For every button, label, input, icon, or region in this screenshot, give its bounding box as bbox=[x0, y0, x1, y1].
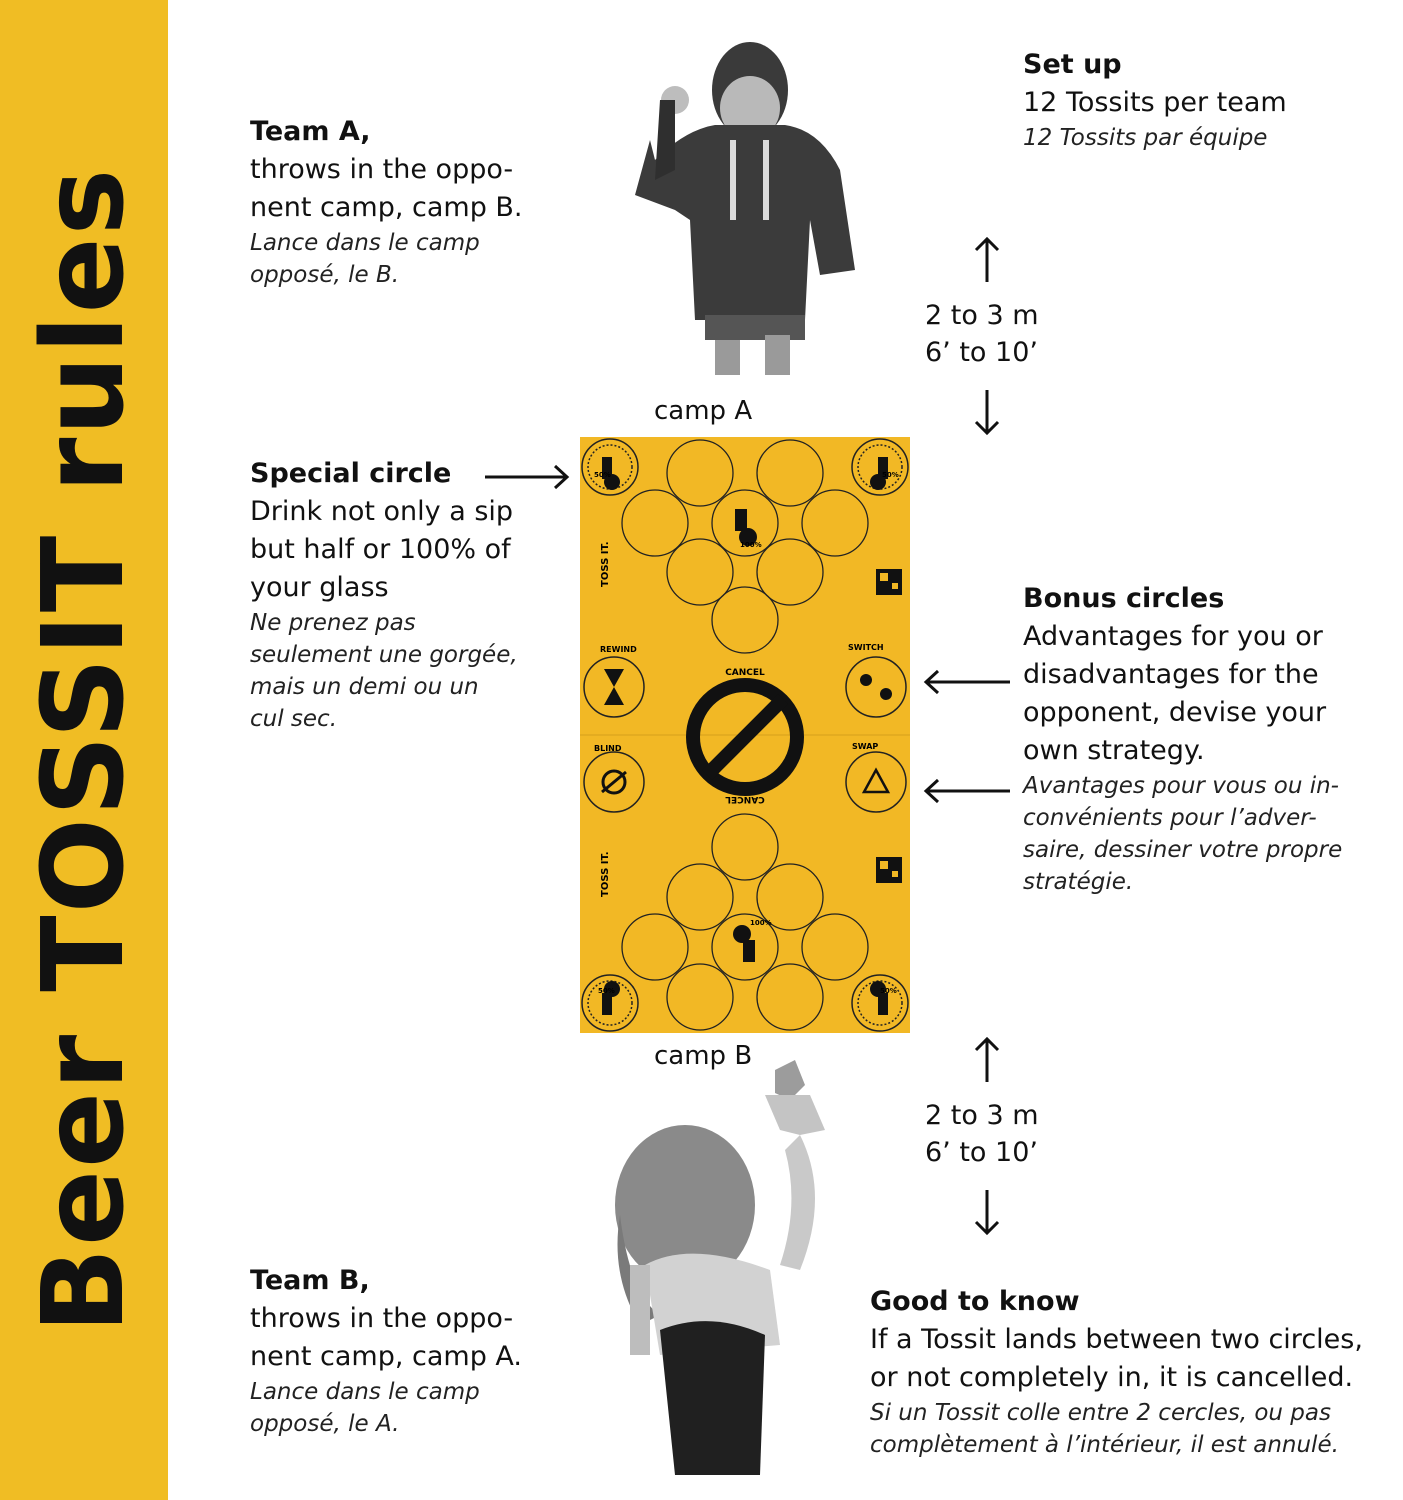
special-circle-fr: seulement une gorgée, bbox=[250, 642, 518, 668]
distance-bottom-up-arrow-icon bbox=[972, 1036, 1002, 1084]
special-circle-line: but half or 100% of bbox=[250, 534, 511, 565]
svg-text:TOSS IT.: TOSS IT. bbox=[600, 541, 611, 587]
special-circle-arrow-icon bbox=[483, 462, 571, 492]
svg-text:50%: 50% bbox=[880, 987, 897, 995]
page-title: Beer TOSSIT rules bbox=[19, 166, 149, 1334]
special-circle-line: your glass bbox=[250, 572, 389, 603]
team-b-fr1: Lance dans le camp bbox=[250, 1379, 480, 1405]
camp-a-label: camp A bbox=[654, 396, 753, 426]
tossit-board bbox=[580, 437, 910, 1033]
special-circle-heading: Special circle bbox=[250, 458, 452, 489]
team-b-block bbox=[250, 1262, 522, 1440]
player-a-photo bbox=[615, 20, 885, 375]
setup-text-fr: 12 Tossits par équipe bbox=[1023, 125, 1268, 151]
bonus-circles-heading: Bonus circles bbox=[1023, 583, 1225, 614]
player-b-photo bbox=[600, 1055, 890, 1495]
bonus-arrow-lower-icon bbox=[922, 776, 1012, 806]
bonus-circles-line: own strategy. bbox=[1023, 735, 1205, 766]
special-circle-line: Drink not only a sip bbox=[250, 496, 514, 527]
special-circle-fr: cul sec. bbox=[250, 706, 338, 732]
distance-top bbox=[925, 297, 1039, 371]
team-b-heading: Team B, bbox=[250, 1265, 370, 1296]
good-to-know-fr: Si un Tossit colle entre 2 cercles, ou pas bbox=[870, 1400, 1331, 1426]
special-circle-fr: mais un demi ou un bbox=[250, 674, 479, 700]
good-to-know-line: If a Tossit lands between two circles, bbox=[870, 1324, 1363, 1355]
setup-text: 12 Tossits per team bbox=[1023, 87, 1287, 118]
svg-text:100%: 100% bbox=[740, 541, 762, 549]
team-b-line1: throws in the oppo- bbox=[250, 1303, 514, 1334]
setup-heading: Set up bbox=[1023, 49, 1122, 80]
good-to-know-heading: Good to know bbox=[870, 1286, 1080, 1317]
svg-text:50%: 50% bbox=[594, 471, 611, 479]
bonus-circles-line: disadvantages for the bbox=[1023, 659, 1319, 690]
distance-top-down-arrow-icon bbox=[972, 388, 1002, 436]
bonus-circles-line: opponent, devise your bbox=[1023, 697, 1327, 728]
special-circle-fr: Ne prenez pas bbox=[250, 610, 416, 636]
distance-bottom bbox=[925, 1097, 1039, 1171]
svg-text:SWAP: SWAP bbox=[852, 742, 879, 751]
distance-top-up-arrow-icon bbox=[972, 236, 1002, 284]
svg-text:BLIND: BLIND bbox=[594, 744, 622, 753]
svg-text:50%: 50% bbox=[598, 987, 615, 995]
distance-top-imperial: 6’ to 10’ bbox=[925, 337, 1038, 368]
svg-text:TOSS IT.: TOSS IT. bbox=[600, 851, 611, 897]
distance-bottom-metric: 2 to 3 m bbox=[925, 1100, 1039, 1131]
setup-block bbox=[1023, 46, 1287, 154]
special-circle-block bbox=[250, 455, 518, 735]
title-banner bbox=[0, 0, 168, 1500]
team-a-heading: Team A, bbox=[250, 116, 371, 147]
good-to-know-line: or not completely in, it is cancelled. bbox=[870, 1362, 1354, 1393]
bonus-arrow-upper-icon bbox=[922, 667, 1012, 697]
svg-text:REWIND: REWIND bbox=[600, 645, 637, 654]
camp-b-label: camp B bbox=[654, 1041, 753, 1071]
svg-text:SWITCH: SWITCH bbox=[848, 643, 884, 652]
bonus-circles-fr: saire, dessiner votre propre bbox=[1023, 837, 1343, 863]
bonus-circles-block bbox=[1023, 580, 1342, 898]
distance-bottom-down-arrow-icon bbox=[972, 1188, 1002, 1236]
bonus-circles-line: Advantages for you or bbox=[1023, 621, 1323, 652]
good-to-know-block bbox=[870, 1283, 1363, 1461]
svg-text:50%: 50% bbox=[882, 471, 899, 479]
distance-top-metric: 2 to 3 m bbox=[925, 300, 1039, 331]
team-a-fr1: Lance dans le camp bbox=[250, 230, 480, 256]
team-a-block bbox=[250, 113, 523, 291]
svg-text:CANCEL: CANCEL bbox=[725, 668, 765, 678]
team-a-line1: throws in the oppo- bbox=[250, 154, 514, 185]
svg-text:100%: 100% bbox=[750, 919, 772, 927]
svg-text:CANCEL: CANCEL bbox=[725, 794, 765, 804]
team-a-line2: nent camp, camp B. bbox=[250, 192, 523, 223]
team-b-fr2: opposé, le A. bbox=[250, 1411, 400, 1437]
good-to-know-fr: complètement à l’intérieur, il est annulé. bbox=[870, 1432, 1339, 1458]
distance-bottom-imperial: 6’ to 10’ bbox=[925, 1137, 1038, 1168]
bonus-circles-fr: Avantages pour vous ou in- bbox=[1023, 773, 1339, 799]
bonus-circles-fr: convénients pour l’adver- bbox=[1023, 805, 1317, 831]
team-a-fr2: opposé, le B. bbox=[250, 262, 400, 288]
bonus-circles-fr: stratégie. bbox=[1023, 869, 1134, 895]
team-b-line2: nent camp, camp A. bbox=[250, 1341, 522, 1372]
